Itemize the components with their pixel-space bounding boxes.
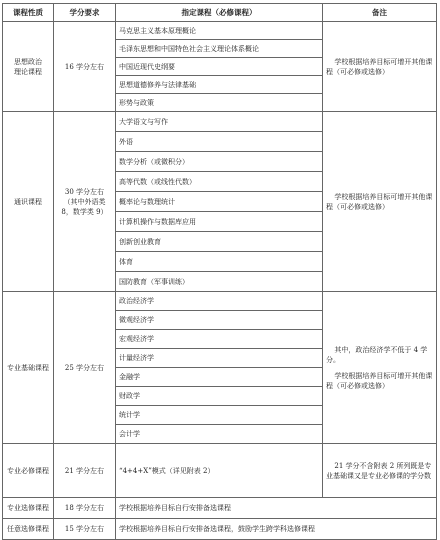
credit-line: 8，数学类 9）	[61, 207, 108, 216]
course-cell: 形势与政策	[116, 94, 323, 112]
course-cell: 微观经济学	[116, 311, 323, 330]
category-cell	[3, 112, 54, 292]
table-row	[3, 498, 437, 519]
category-cell	[3, 22, 54, 112]
category-line: 理论课程	[14, 67, 42, 76]
credit-line: （其中外语类	[63, 197, 106, 206]
credit-line: 16 学分左右	[64, 62, 105, 71]
course-cell: 金融学	[116, 368, 323, 387]
category-line: 专业必修课程	[7, 466, 49, 475]
course-cell: 统计学	[116, 406, 323, 425]
course-cell: 创新创业教育	[116, 232, 323, 252]
course-cell: “4+4+X”模式（详见附表 2）	[116, 444, 323, 498]
note-text: 学校根据培养目标可增开其他课程（可必修或选修）	[326, 192, 433, 211]
header-row	[3, 4, 437, 22]
course-cell: 计量经济学	[116, 349, 323, 368]
category-cell	[3, 498, 54, 519]
note-text: 21 学分不含附表 2 所列既是专业基础课又是专业必修课的学分数	[326, 461, 432, 480]
category-line: 专业选修课程	[7, 504, 49, 512]
wide-text-cell: 学校根据培养目标自行安排备选课程	[116, 498, 437, 519]
note-text: 学校根据培养目标可增开其他课程（可必修或选修）	[326, 371, 433, 390]
note-text: 其中，政治经济学不低于 4 学分。	[326, 345, 428, 364]
credit-cell	[54, 112, 116, 292]
course-cell: 毛泽东思想和中国特色社会主义理论体系概论	[116, 40, 323, 58]
course-cell: 中国近现代史纲要	[116, 58, 323, 76]
table-row	[3, 292, 437, 311]
credit-line: 30 学分左右	[64, 187, 105, 196]
credit-line: 18 学分左右	[64, 504, 105, 512]
course-cell: 马克思主义基本原理概论	[116, 22, 323, 40]
course-cell: 国防教育（军事训练）	[116, 272, 323, 292]
credit-cell	[54, 292, 116, 444]
credit-cell	[54, 22, 116, 112]
course-cell: 高等代数（或线性代数）	[116, 172, 323, 192]
category-cell	[3, 292, 54, 444]
course-cell: 大学语文与写作	[116, 112, 323, 132]
course-cell: 数学分析（或微积分）	[116, 152, 323, 172]
header-note: 备注	[323, 4, 437, 22]
category-line: 通识课程	[14, 197, 42, 206]
course-cell: 宏观经济学	[116, 330, 323, 349]
course-cell: 会计学	[116, 425, 323, 444]
wide-text-cell: 学校根据培养目标自行安排备选课程，鼓励学生跨学科选修课程	[116, 519, 437, 540]
curriculum-table	[2, 3, 437, 540]
note-cell	[323, 292, 437, 444]
category-line: 任意选修课程	[7, 525, 49, 533]
category-line: 专业基础课程	[7, 363, 49, 372]
credit-cell	[54, 498, 116, 519]
credit-cell	[54, 519, 116, 540]
course-cell: 思想道德修养与法律基础	[116, 76, 323, 94]
note-cell	[323, 22, 437, 112]
credit-cell	[54, 444, 116, 498]
table-row	[3, 519, 437, 540]
course-cell: 外语	[116, 132, 323, 152]
header-category: 课程性质	[3, 4, 54, 22]
header-courses: 指定课程（必修课程）	[116, 4, 323, 22]
category-cell	[3, 519, 54, 540]
credit-line: 21 学分左右	[64, 466, 105, 475]
course-cell: 体育	[116, 252, 323, 272]
course-cell: 政治经济学	[116, 292, 323, 311]
course-cell: 概率论与数理统计	[116, 192, 323, 212]
table-row	[3, 444, 437, 498]
credit-line: 15 学分左右	[64, 525, 105, 533]
curriculum-page	[2, 3, 436, 533]
note-cell	[323, 444, 437, 498]
course-cell: 计算机操作与数据库应用	[116, 212, 323, 232]
header-credit: 学分要求	[54, 4, 116, 22]
credit-line: 25 学分左右	[64, 363, 105, 372]
course-cell: 财政学	[116, 387, 323, 406]
category-line: 思想政治	[14, 57, 42, 66]
category-cell	[3, 444, 54, 498]
note-text: 学校根据培养目标可增开其他课程（可必修或选修）	[326, 57, 433, 76]
table-row	[3, 112, 437, 132]
note-cell	[323, 112, 437, 292]
table-row	[3, 22, 437, 40]
